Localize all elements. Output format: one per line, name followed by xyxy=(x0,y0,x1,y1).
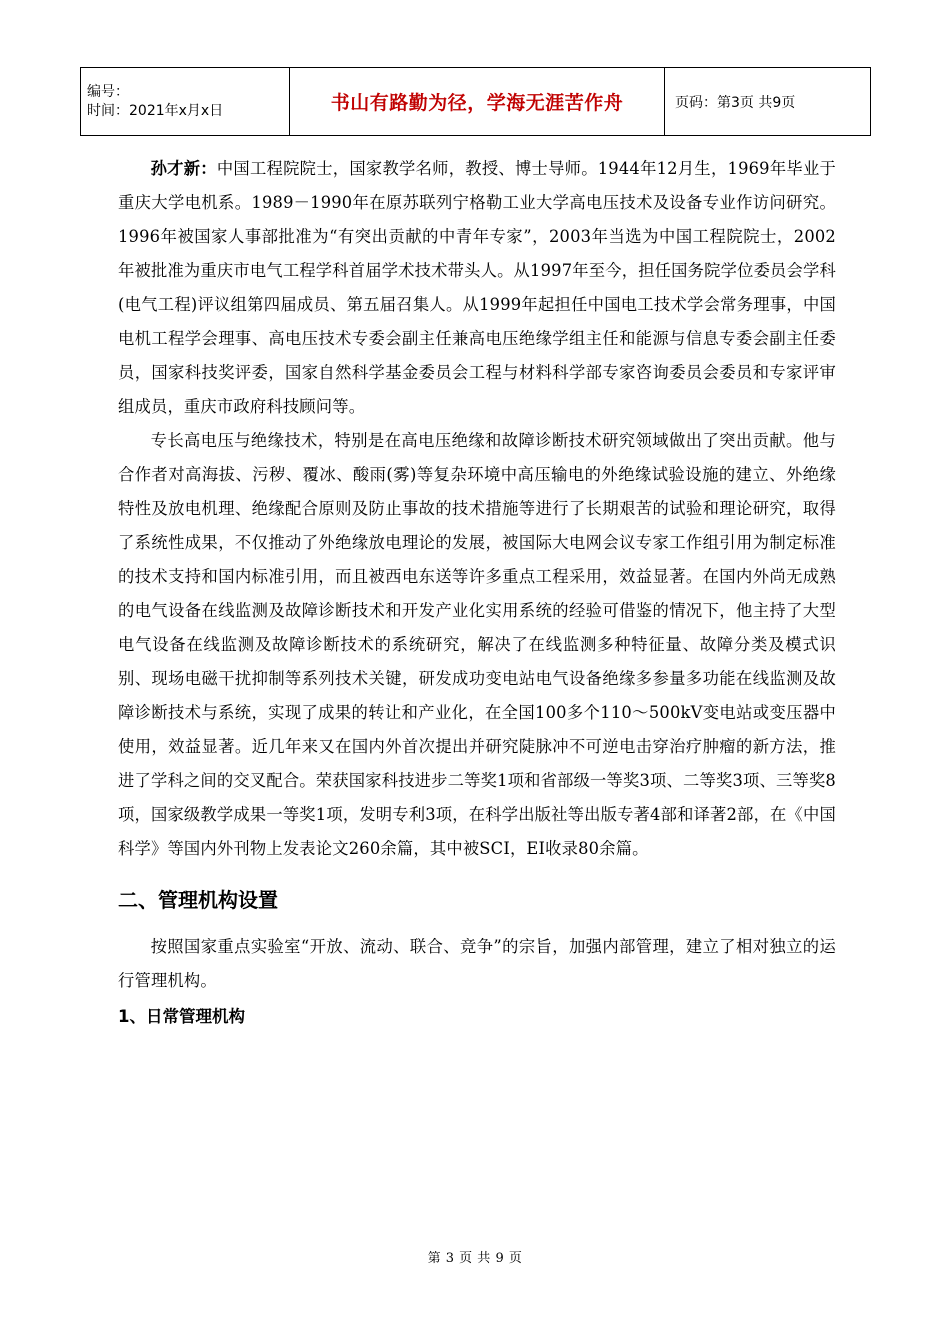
header-motto: 书山有路勤为径，学海无涯苦作舟 xyxy=(290,68,665,136)
achievements-paragraph: 专长高电压与绝缘技术，特别是在高电压绝缘和故障诊断技术研究领域做出了突出贡献。他与合作者对高海拔、污秽、覆冰、酸雨(雾)等复杂环境中高压输电的外绝缘试验设施的建立、外绝缘特性及放电机理、绝缘配合原则及防止事故的技术措施等进行了长期艰苦的试验和理论研究，取得了系统性成果，不仅推动了外绝缘放电理论的发展，被国际大电网会议专家工作组引用为制定标准的技术支持和国内标准引用，而且被西电东送等许多重点工程采用，效益显著。在国内外尚无成熟的电气设备在线监测及故障诊断技术和开发产业化实用系统的经验可借鉴的情况下，他主持了大型电气设备在线监测及故障诊断技术的系统研究，解决了在线监测多种特征量、故障分类及模式识别、现场电磁干扰抑制等系列技术关键，研发成功变电站电气设备绝缘多参量多功能在线监测及故障诊断技术与系统，实现了成果的转让和产业化，在全国100多个110～500kV变电站或变压器中使用，效益显著。近几年来又在国内外首次提出并研究陡脉冲不可逆电击穿治疗肿瘤的新方法，推进了学科之间的交叉配合。荣获国家科技进步二等奖1项和省部级一等奖3项、二等奖3项、三等奖8项，国家级教学成果一等奖1项，发明专利3项，在科学出版社等出版专著4部和译著2部，在《中国科学》等国内外刊物上发表论文260余篇，其中被SCI，EI收录80余篇。 xyxy=(118,431,836,858)
document-body xyxy=(118,152,836,1034)
page-header xyxy=(80,67,871,136)
page-footer: 第 3 页 共 9 页 xyxy=(427,1251,523,1266)
bio-name: 孙才新： xyxy=(150,159,217,178)
document-number-label: 编号： xyxy=(87,83,129,100)
section-heading-management: 二、管理机构设置 xyxy=(118,888,278,912)
management-paragraph: 按照国家重点实验室“开放、流动、联合、竞争”的宗旨，加强内部管理，建立了相对独立的运行管理机构。 xyxy=(118,937,836,990)
bio-paragraph xyxy=(118,152,836,424)
header-page-code: 页码：第3页 共9页 xyxy=(665,68,871,136)
document-time-label: 时间：2021年x月x日 xyxy=(87,102,224,119)
bio-text: 中国工程院院士，国家教学名师，教授、博士导师。1944年12月生，1969年毕业于重庆大学电机系。1989－1990年在原苏联列宁格勒工业大学高电压技术及设备专业作访问研究。1996年被国家人事部批准为“有突出贡献的中青年专家”，2003年当选为中国工程院院士，2002年被批准为重庆市电气工程学科首届学术技术带头人。从1997年至今，担任国务院学位委员会学科(电气工程)评议组第四届成员、第五届召集人。从1999年起担任中国电工技术学会常务理事，中国电机工程学会理事、高电压技术专委会副主任兼高电压绝缘学组主任和能源与信息专委会副主任委员，国家科技奖评委，国家自然科学基金委员会工程与材料科学部专家咨询委员会委员和专家评审组成员，重庆市政府科技顾问等。 xyxy=(118,159,836,416)
subsection-heading-daily-management: 1、日常管理机构 xyxy=(118,1007,245,1026)
header-meta xyxy=(81,68,290,136)
